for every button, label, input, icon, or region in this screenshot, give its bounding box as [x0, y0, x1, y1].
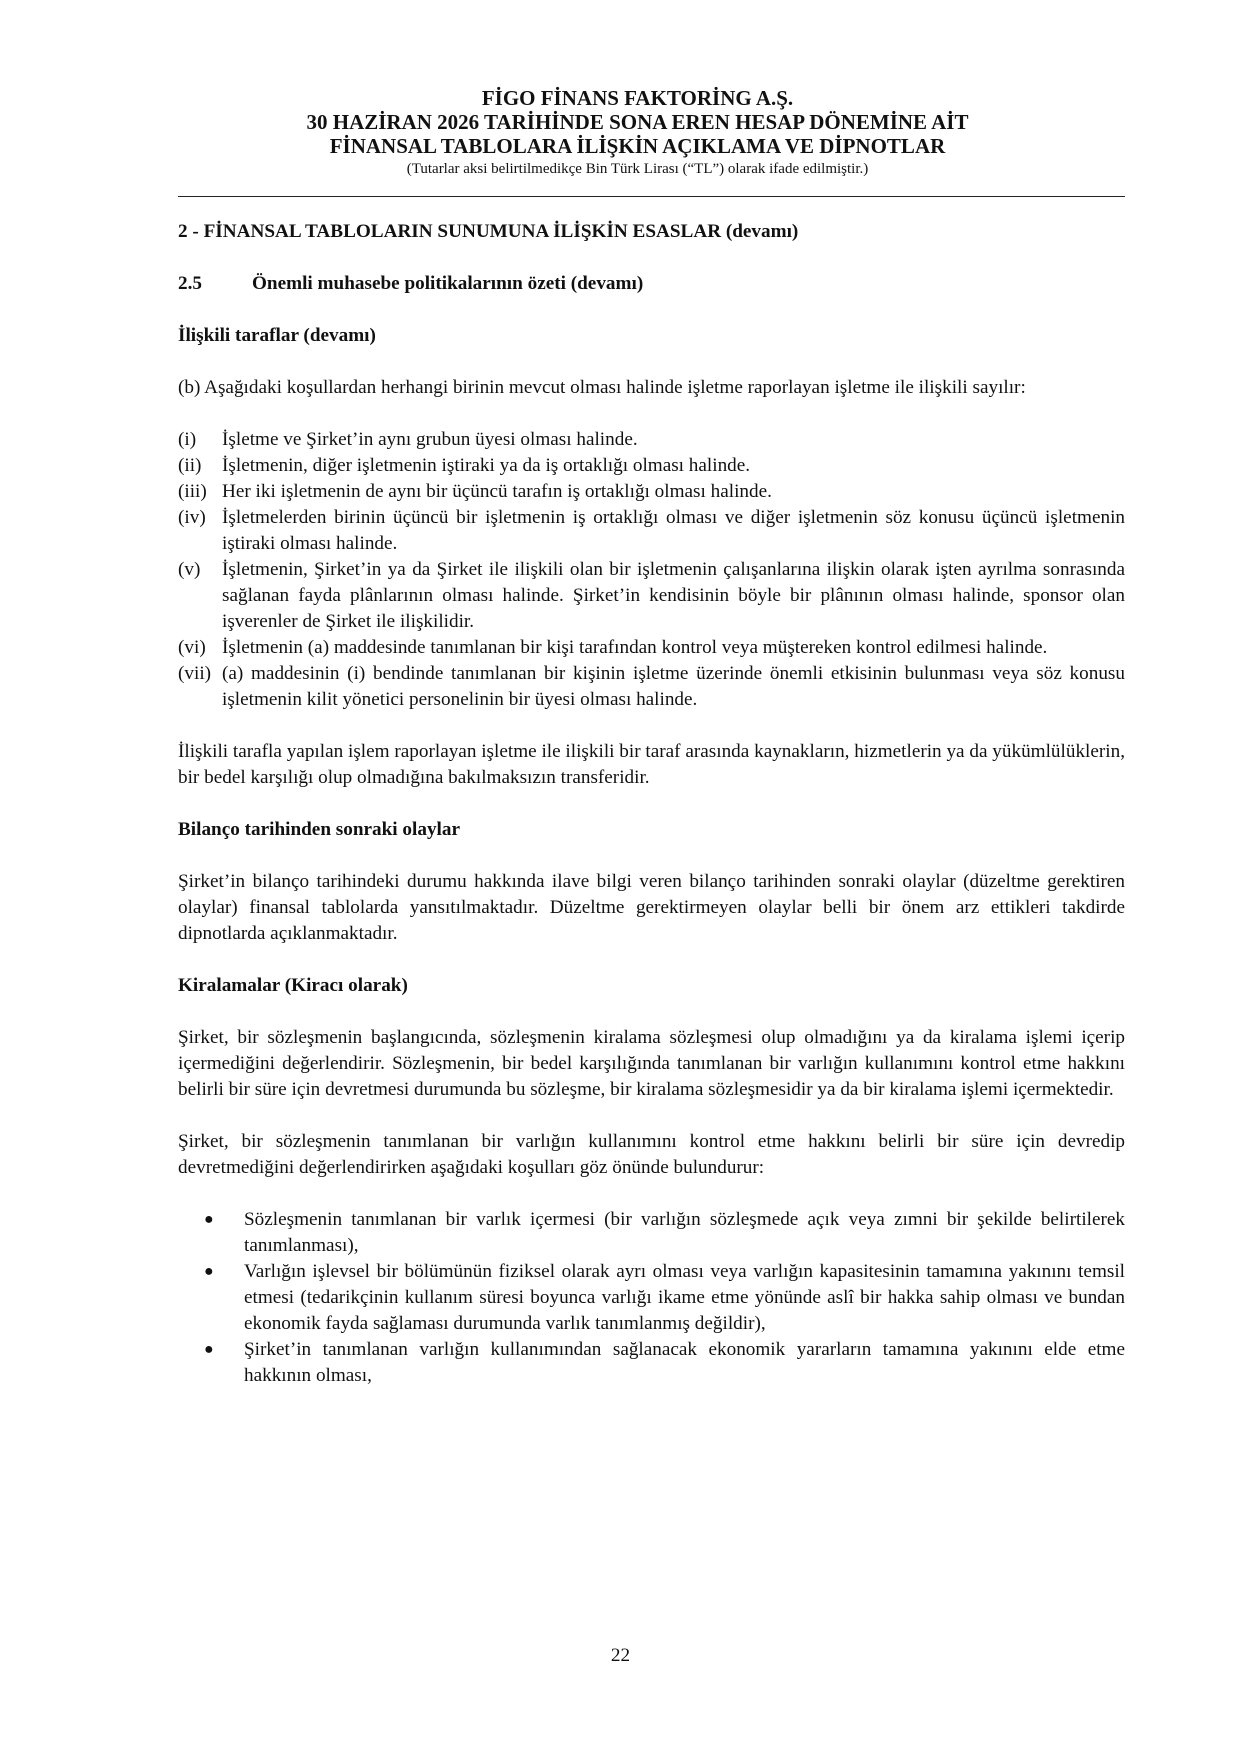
page-header [150, 86, 1125, 179]
list-marker: (iii) [178, 481, 207, 502]
list-item-text: Sözleşmenin tanımlanan bir varlık içermesi (bir varlığın sözleşmede açık veya zımni bir şekilde belirtilerek tanımlanması), [244, 1209, 1125, 1256]
subsection-number: 2.5 [178, 273, 202, 294]
leases-heading: Kiralamalar (Kiracı olarak) [178, 975, 408, 996]
list-item [178, 557, 1125, 635]
list-item-text: İşletmenin (a) maddesinde tanımlanan bir kişi tarafından kontrol veya müştereken kontrol edilmesi halinde. [222, 637, 1048, 658]
section-title: 2 - FİNANSAL TABLOLARIN SUNUMUNA İLİŞKİN ESASLAR (devamı) [178, 221, 799, 242]
list-marker: (iv) [178, 507, 206, 528]
list-marker: (vi) [178, 637, 206, 658]
subsequent-events-text: Şirket’in bilanço tarihindeki durumu hakkında ilave bilgi veren bilanço tarihinden sonraki olaylar (düzeltme gerektiren olaylar) finansal tablolarda yansıtılmaktadır. Düzeltme gerektirmeyen olaylar belli bir önem arz ettikleri takdirde dipnotlarda açıklanmaktadır. [178, 871, 1125, 944]
lease-conditions-list [178, 1207, 1125, 1389]
bullet-icon: ● [204, 1263, 214, 1280]
bullet-icon: ● [204, 1211, 214, 1228]
list-marker: (v) [178, 559, 201, 580]
subsequent-events-heading: Bilanço tarihinden sonraki olaylar [178, 819, 460, 840]
page-content [178, 219, 1125, 1389]
currency-note: (Tutarlar aksi belirtilmedikçe Bin Türk Lirası (“TL”) olarak ifade edilmiştir.) [406, 161, 869, 177]
list-marker: (vii) [178, 663, 212, 684]
related-parties-heading: İlişkili taraflar (devamı) [178, 325, 376, 346]
list-item-text: İşletmenin, Şirket’in ya da Şirket ile ilişkili olan bir işletmenin çalışanlarına ilişkin olarak işten ayrılma sonrasında sağlanan fayda plânlarının olması halinde. Şirket’in kendisinin böyle bir plânının olması halinde, sponsor olan işverenler de Şirket ile ilişkilidir. [222, 559, 1125, 632]
subsection-heading [178, 271, 1125, 297]
related-parties-list [178, 427, 1125, 713]
list-item-text: Her iki işletmenin de aynı bir üçüncü tarafın iş ortaklığı olması halinde. [222, 481, 772, 502]
related-parties-intro: (b) Aşağıdaki koşullardan herhangi birinin mevcut olması halinde işletme raporlayan işletme ile ilişkili sayılır: [178, 377, 1026, 398]
list-item [178, 453, 1125, 479]
list-item-text: İşletmelerden birinin üçüncü bir işletmenin iş ortaklığı olması ve diğer işletmenin söz konusu üçüncü işletmenin iştiraki olması halinde. [222, 507, 1125, 554]
document-title: FİNANSAL TABLOLARA İLİŞKİN AÇIKLAMA VE DİPNOTLAR [329, 134, 946, 158]
subsection-title: Önemli muhasebe politikalarının özeti (devamı) [252, 273, 644, 294]
company-name: FİGO FİNANS FAKTORİNG A.Ş. [481, 86, 794, 110]
list-item [178, 1207, 1125, 1259]
page-number: 22 [610, 1645, 631, 1666]
list-item [178, 427, 1125, 453]
period-title: 30 HAZİRAN 2026 TARİHİNDE SONA EREN HESAP DÖNEMİNE AİT [306, 110, 969, 134]
list-item [178, 661, 1125, 713]
list-marker: (ii) [178, 455, 202, 476]
leases-paragraph-1: Şirket, bir sözleşmenin başlangıcında, sözleşmenin kiralama sözleşmesi olup olmadığını ya da kiralama işlemi içerip içermediğini değerlendirir. Sözleşmenin, bir bedel karşılığında tanımlanan bir varlığın kullanımını kontrol etme hakkını belirli bir süre için devretmesi durumunda bu sözleşme, bir kiralama sözleşmesidir ya da bir kiralama işlemi içermektedir. [178, 1027, 1125, 1100]
list-item-text: İşletmenin, diğer işletmenin iştiraki ya da iş ortaklığı olması halinde. [222, 455, 751, 476]
leases-paragraph-2: Şirket, bir sözleşmenin tanımlanan bir varlığın kullanımını kontrol etme hakkını belirli bir süre için devredip devretmediğini değerlendirirken aşağıdaki koşulları göz önünde bulundurur: [178, 1131, 1125, 1178]
list-item [178, 479, 1125, 505]
list-marker: (i) [178, 429, 197, 450]
related-parties-closing: İlişkili tarafla yapılan işlem raporlayan işletme ile ilişkili bir taraf arasında kaynakların, hizmetlerin ya da yükümlülüklerin, bir bedel karşılığı olup olmadığına bakılmaksızın transferidir. [178, 741, 1125, 788]
header-rule [178, 196, 1125, 197]
list-item [178, 1337, 1125, 1389]
list-item-text: (a) maddesinin (i) bendinde tanımlanan bir kişinin işletme üzerinde önemli etkisinin bulunması veya söz konusu işletmenin kilit yönetici personelinin bir üyesi olması halinde. [222, 663, 1125, 710]
list-item [178, 505, 1125, 557]
list-item-text: İşletme ve Şirket’in aynı grubun üyesi olması halinde. [222, 429, 638, 450]
list-item-text: Varlığın işlevsel bir bölümünün fiziksel olarak ayrı olması veya varlığın kapasitesinin tamamına yakınını temsil etmesi (tedarikçinin kullanım süresi boyunca varlığı ikame etme yönünde aslî bir hakka sahip olması ve bundan ekonomik fayda sağlaması durumunda varlık tanımlanmış değildir), [244, 1261, 1125, 1334]
list-item [178, 635, 1125, 661]
list-item-text: Şirket’in tanımlanan varlığın kullanımından sağlanacak ekonomik yararların tamamına yakınını elde etme hakkının olması, [244, 1339, 1125, 1386]
list-item [178, 1259, 1125, 1337]
bullet-icon: ● [204, 1341, 214, 1358]
